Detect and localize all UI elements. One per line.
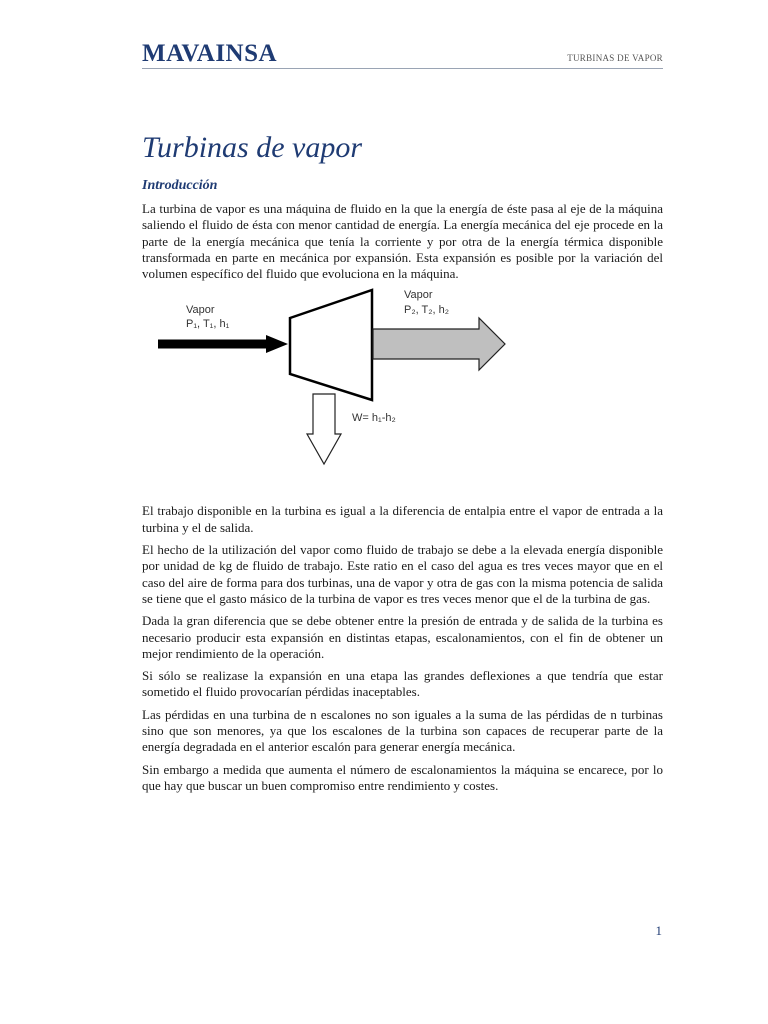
turbine-diagram xyxy=(142,288,663,493)
inlet-label: Vapor xyxy=(186,304,215,317)
page-content xyxy=(142,124,663,800)
section-heading-introduction: Introducción xyxy=(142,178,218,193)
paragraph: Las pérdidas en una turbina de n escalones no son iguales a la suma de las pérdidas de n turbinas sino que son menores, ya que los escalones de la turbina son capaces de recuperar parte de la energía degradada en el anterior escalón para generar energía mecánica. xyxy=(142,706,663,755)
paragraph: El hecho de la utilización del vapor como fluido de trabajo se debe a la elevada energía disponible por unidad de kg de fluido de trabajo. Este ratio en el caso del agua es tres veces mayor que en el caso del aire de forma para dos turbinas, una de vapor y otra de gas con la misma potencia de salida se tiene que el gasto másico de la turbina de vapor es tres veces menor que el de la turbina de gas. xyxy=(142,542,663,606)
inlet-properties: P₁, T₁, h₁ xyxy=(186,318,230,331)
intro-paragraph: La turbina de vapor es una máquina de fluido en la que la energía de éste pasa al eje de la máquina saliendo el fluido de ésta con menor cantidad de energía. La energía mecánica del eje procede en la parte de la energía mecánica que tenía la corriente y por otra de la energía térmica disponible transformada en parte en mecánica por expansión. Esta expansión es posible por la variación del volumen específico del fluido que evoluciona en la máquina. xyxy=(142,201,663,282)
header-section-label: TURBINAS DE VAPOR xyxy=(567,53,663,63)
page-header xyxy=(142,40,663,69)
paragraph: Sin embargo a medida que aumenta el número de escalonamientos la máquina se encarece, por lo que hay que buscar un buen compromiso entre rendimiento y costes. xyxy=(142,761,663,793)
page-title: Turbinas de vapor xyxy=(142,131,363,164)
paragraph: Dada la gran diferencia que se debe obtener entre la presión de entrada y de salida de la turbina es necesario producir esta expansión en distintas etapas, escalonamientos, con el fin de obtener un mejor rendimiento de la operación. xyxy=(142,613,663,661)
outlet-properties: P₂, T₂, h₂ xyxy=(404,304,450,317)
page-number: 1 xyxy=(655,923,662,938)
paragraph: El trabajo disponible en la turbina es igual a la diferencia de entalpia entre el vapor de entrada a la turbina y el de salida. xyxy=(142,503,663,535)
outlet-arrow xyxy=(373,318,505,370)
turbine-body xyxy=(290,290,372,400)
paragraph: Si sólo se realizase la expansión en una etapa las grandes deflexiones a que tendría que estar sometido el fluido provocarían pérdidas inaceptables. xyxy=(142,668,663,700)
outlet-label: Vapor xyxy=(404,289,433,302)
brand-logo: MAVAINSA xyxy=(142,40,278,67)
inlet-arrow-head xyxy=(266,335,288,353)
work-label: W= h₁-h₂ xyxy=(352,412,396,425)
work-arrow xyxy=(307,394,341,464)
